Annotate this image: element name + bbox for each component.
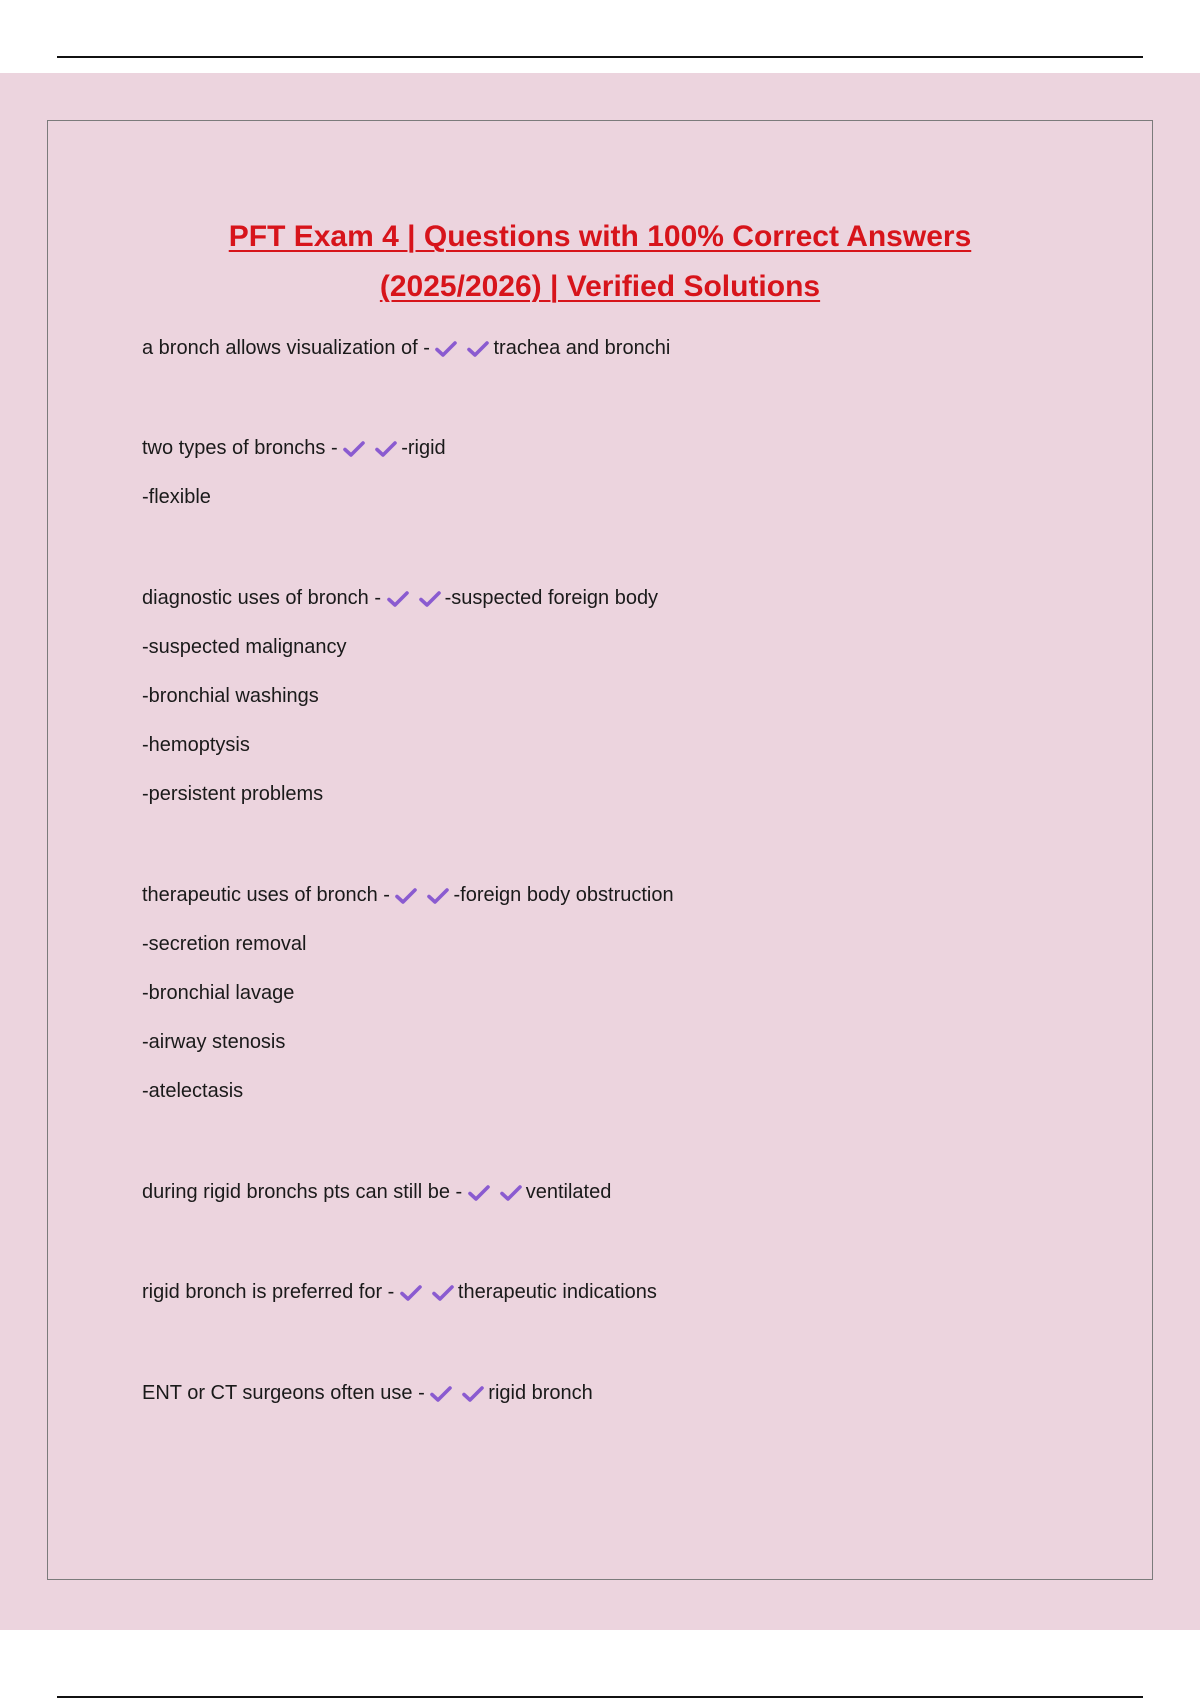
check-mark-icon: [343, 440, 365, 458]
answer-list-item: -suspected malignancy: [142, 636, 347, 658]
answer-text: rigid bronch: [488, 1382, 593, 1404]
qa-question-line: [142, 883, 674, 907]
qa-item: [142, 436, 446, 509]
document-title: [0, 212, 1200, 312]
answer-list-item: -flexible: [142, 486, 211, 508]
answer-list-item: -hemoptysis: [142, 734, 250, 756]
qa-item: [142, 586, 658, 806]
qa-item: [142, 1280, 657, 1304]
check-mark-icon: [462, 1385, 484, 1403]
answer-text: trachea and bronchi: [493, 337, 671, 359]
check-mark-icon: [400, 1284, 422, 1302]
question-text: during rigid bronchs pts can still be -: [142, 1181, 468, 1203]
check-mark-icon: [468, 1184, 490, 1202]
question-text: therapeutic uses of bronch -: [142, 884, 396, 906]
footer-rule: [57, 1696, 1143, 1698]
answer-text: -suspected foreign body: [444, 587, 659, 609]
qa-question-line: [142, 1280, 657, 1304]
answer-text: -rigid: [401, 437, 446, 459]
check-mark-icon: [467, 340, 489, 358]
check-mark-icon: [375, 440, 397, 458]
qa-question-line: [142, 436, 446, 460]
check-mark-icon: [435, 340, 457, 358]
answer-list-item: -atelectasis: [142, 1080, 244, 1102]
check-mark-icon: [387, 590, 409, 608]
answer-list-item: -secretion removal: [142, 933, 307, 955]
check-mark-icon: [500, 1184, 522, 1202]
check-mark-icon: [430, 1385, 452, 1403]
answer-text: -foreign body obstruction: [453, 884, 674, 906]
qa-question-line: [142, 336, 670, 360]
check-mark-icon: [432, 1284, 454, 1302]
qa-item: [142, 883, 674, 1103]
answer-list-item: -bronchial lavage: [142, 982, 295, 1004]
qa-item: [142, 1381, 593, 1405]
qa-question-line: [142, 1381, 593, 1405]
header-rule: [57, 56, 1143, 58]
question-text: two types of bronchs -: [142, 437, 344, 459]
answer-text: therapeutic indications: [457, 1281, 657, 1303]
question-text: a bronch allows visualization of -: [142, 337, 436, 359]
qa-question-line: [142, 586, 658, 610]
question-text: rigid bronch is preferred for -: [142, 1281, 400, 1303]
title-line-1: PFT Exam 4 | Questions with 100% Correct Answers: [228, 220, 972, 253]
check-mark-icon: [419, 590, 441, 608]
answer-list-item: -airway stenosis: [142, 1031, 286, 1053]
answer-list-item: -bronchial washings: [142, 685, 319, 707]
answer-list-item: -persistent problems: [142, 783, 324, 805]
check-mark-icon: [427, 887, 449, 905]
title-line-2: (2025/2026) | Verified Solutions: [379, 270, 821, 303]
question-text: diagnostic uses of bronch -: [142, 587, 387, 609]
check-mark-icon: [395, 887, 417, 905]
question-text: ENT or CT surgeons often use -: [142, 1382, 431, 1404]
qa-question-line: [142, 1180, 611, 1204]
answer-text: ventilated: [525, 1181, 612, 1203]
qa-item: [142, 336, 670, 360]
qa-item: [142, 1180, 611, 1204]
